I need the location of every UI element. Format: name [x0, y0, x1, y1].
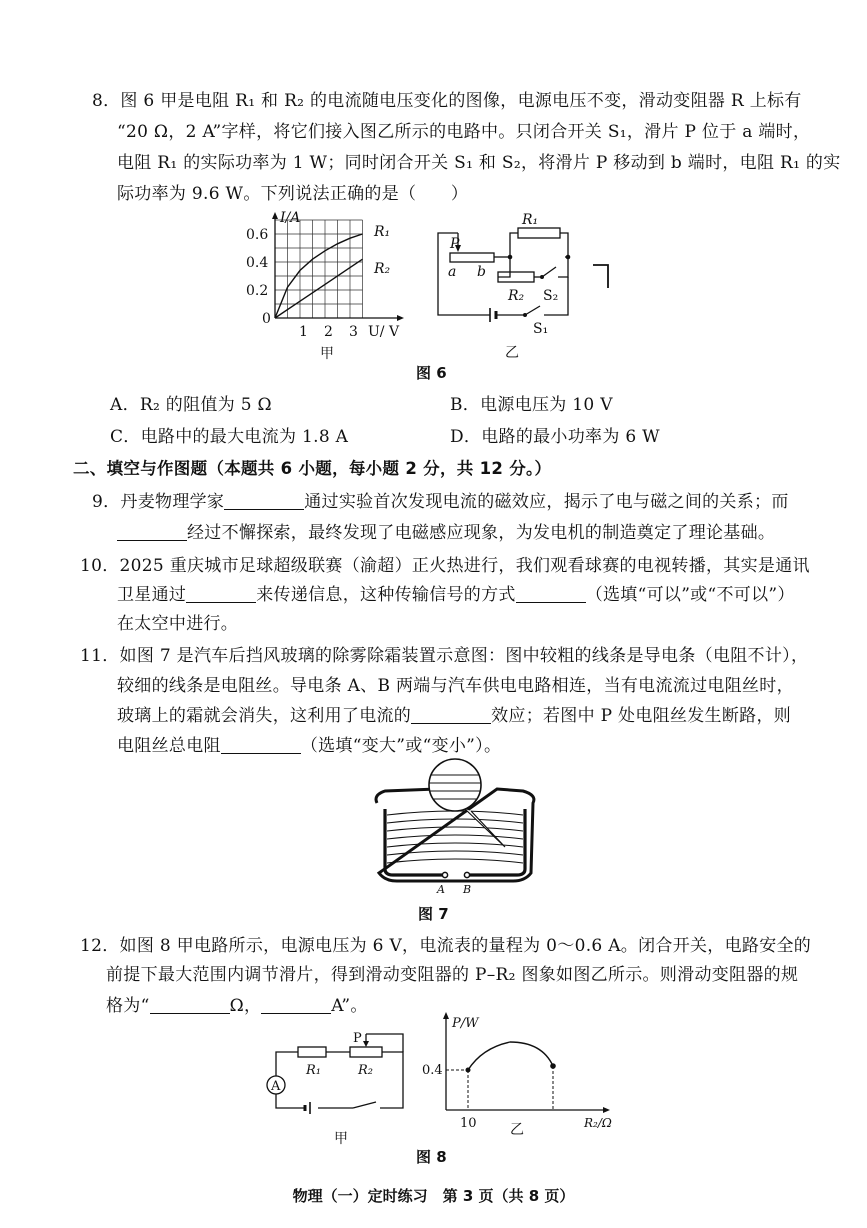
- y-axis-label: P/W: [452, 1016, 479, 1031]
- slider-p-label: P: [450, 236, 460, 252]
- q9-text-a: 9．丹麦物理学家: [92, 492, 225, 512]
- q10-line-1: 10．2025 重庆城市足球超级联赛（渝超）正火热进行，我们观看球赛的电视转播，其实是通讯: [80, 556, 810, 576]
- q11-blank-2[interactable]: [221, 736, 301, 754]
- q12-blank-2[interactable]: [261, 996, 331, 1014]
- q9-line-1: [92, 487, 789, 512]
- rheostat-r2: [350, 1047, 382, 1057]
- q9-line-2: [117, 518, 775, 543]
- q11-line-1: 11．如图 7 是汽车后挡风玻璃的除雾除霜装置示意图：图中较粗的线条是导电条（电阻不计），: [80, 646, 809, 666]
- terminal-a-label: A: [437, 883, 445, 896]
- q8-line-2: “20 Ω，2 A”字样，将它们接入图乙所示的电路中。只闭合开关 S₁，滑片 P 位于 a 端时，: [117, 122, 811, 142]
- q10-text-c: （选填“可以”或“不可以”）: [585, 585, 795, 605]
- series-r1-label: R₁: [374, 224, 391, 240]
- q12-text-c: A”。: [331, 996, 368, 1016]
- q8-option-c: C．电路中的最大电流为 1.8 A: [110, 427, 349, 447]
- q10-text-a: 卫星通过: [117, 585, 187, 605]
- resistor-r1: [298, 1047, 326, 1057]
- fig7-caption: 图 7: [418, 905, 449, 923]
- fig6-caption: 图 6: [416, 364, 447, 382]
- q11-text-a: 玻璃上的霜就会消失，这利用了电流的: [117, 706, 412, 726]
- origin-label: 0: [262, 311, 271, 327]
- q11-text-b: 效应；若图中 P 处电阻丝发生断路，则: [491, 706, 792, 726]
- s1-label: S₁: [533, 321, 549, 337]
- q10-line-3: 在太空中进行。: [117, 614, 239, 634]
- q8-line-3: 电阻 R₁ 的实际功率为 1 W；同时闭合开关 S₁ 和 S₂，将滑片 P 移动到 b 端时，电阻 R₁ 的实: [117, 153, 841, 173]
- corner-mark: [593, 265, 608, 288]
- x-tick-10: 10: [460, 1116, 477, 1131]
- switch-s2: [542, 267, 556, 277]
- switch-s1: [525, 306, 540, 315]
- r1-label: R₁: [522, 212, 539, 228]
- end-a-label: a: [448, 264, 457, 280]
- resistor-r1: [518, 228, 560, 238]
- fig8-jia-label: 甲: [334, 1131, 348, 1147]
- q10-line-2: [117, 580, 795, 605]
- y-tick-0.4: 0.4: [422, 1063, 443, 1078]
- q12-blank-1[interactable]: [150, 996, 230, 1014]
- end-b-label: b: [477, 264, 486, 280]
- y-tick-0.4: 0.4: [246, 255, 269, 271]
- x-tick-2: 2: [324, 324, 333, 340]
- y-axis-label: I/A: [280, 210, 301, 226]
- q12-text-a: 格为“: [106, 996, 150, 1016]
- q12-line-2: 前提下最大范围内调节滑片，得到滑动变阻器的 P–R₂ 图象如图乙所示。则滑动变阻器的规: [106, 965, 799, 985]
- fig6-yi-label: 乙: [505, 345, 519, 361]
- p-r2-curve: [468, 1042, 553, 1070]
- fig6-jia-label: 甲: [320, 346, 334, 362]
- r1-label: R₁: [306, 1063, 321, 1078]
- fig8-yi-label: 乙: [510, 1122, 524, 1138]
- y-tick-0.2: 0.2: [246, 283, 269, 299]
- slider-p-label: P: [353, 1031, 362, 1046]
- s2-label: S₂: [543, 288, 559, 304]
- page-footer: 物理（一）定时练习 第 3 页（共 8 页）: [292, 1187, 575, 1205]
- x-axis-label: R₂/Ω: [584, 1116, 612, 1130]
- q11-text-c: 电阻丝总电阻: [117, 736, 221, 756]
- fig6-circuit: [430, 205, 630, 365]
- series-r2-label: R₂: [374, 261, 391, 277]
- q10-blank-2[interactable]: [516, 585, 586, 603]
- q12-line-3: [106, 991, 368, 1016]
- q11-line-3: [117, 701, 791, 726]
- ammeter-label: A: [271, 1079, 281, 1094]
- q11-line-2: 较细的线条是电阻丝。导电条 A、B 两端与汽车供电电路相连，当有电流流过电阻丝时，: [117, 676, 794, 696]
- q8-option-d: D．电路的最小功率为 6 W: [450, 427, 660, 447]
- magnifier-circle: [429, 759, 481, 811]
- q9-text-c: 经过不懈探索，最终发现了电磁感应现象，为发电机的制造奠定了理论基础。: [187, 523, 776, 543]
- x-axis-label: U/ V: [368, 324, 400, 340]
- y-tick-0.6: 0.6: [246, 227, 269, 243]
- q8-line-1: 8．图 6 甲是电阻 R₁ 和 R₂ 的电流随电压变化的图像，电源电压不变，滑动变阻器 R 上标有: [92, 91, 802, 111]
- q10-text-b: 来传递信息，这种传输信号的方式: [256, 585, 516, 605]
- q8-option-a: A．R₂ 的阻值为 5 Ω: [110, 395, 272, 415]
- q8-line-4: 际功率为 9.6 W。下列说法正确的是（ ）: [117, 184, 469, 204]
- q11-text-d: （选填“变大”或“变小”）。: [300, 736, 502, 756]
- r2-label: R₂: [508, 288, 525, 304]
- r2-label: R₂: [358, 1063, 373, 1078]
- q11-line-4: [117, 731, 501, 756]
- series-r2-line: [275, 259, 363, 318]
- x-tick-3: 3: [349, 324, 358, 340]
- q9-blank-2[interactable]: [117, 523, 187, 541]
- q9-blank-1[interactable]: [224, 492, 304, 510]
- fig8-caption: 图 8: [416, 1148, 447, 1166]
- q8-option-b: B．电源电压为 10 V: [450, 395, 613, 415]
- q11-blank-1[interactable]: [411, 706, 491, 724]
- x-tick-1: 1: [299, 324, 308, 340]
- q12-line-1: 12．如图 8 甲电路所示，电源电压为 6 V，电流表的量程为 0～0.6 A。闭合开关，电路安全的: [80, 936, 812, 956]
- rheostat-r: [450, 253, 494, 262]
- terminal-b-label: B: [463, 883, 472, 896]
- q10-blank-1[interactable]: [186, 585, 256, 603]
- fig8-circuit: [258, 1030, 418, 1150]
- fig6-graph: [240, 208, 410, 363]
- fig8-graph: [418, 1010, 618, 1140]
- section-2-heading: 二、填空与作图题（本题共 6 小题，每小题 2 分，共 12 分。）: [73, 459, 552, 478]
- fig7-rear-window: [365, 755, 545, 915]
- q9-text-b: 通过实验首次发现电流的磁效应，揭示了电与磁之间的关系；而: [304, 492, 789, 512]
- q12-text-b: Ω，: [229, 996, 262, 1016]
